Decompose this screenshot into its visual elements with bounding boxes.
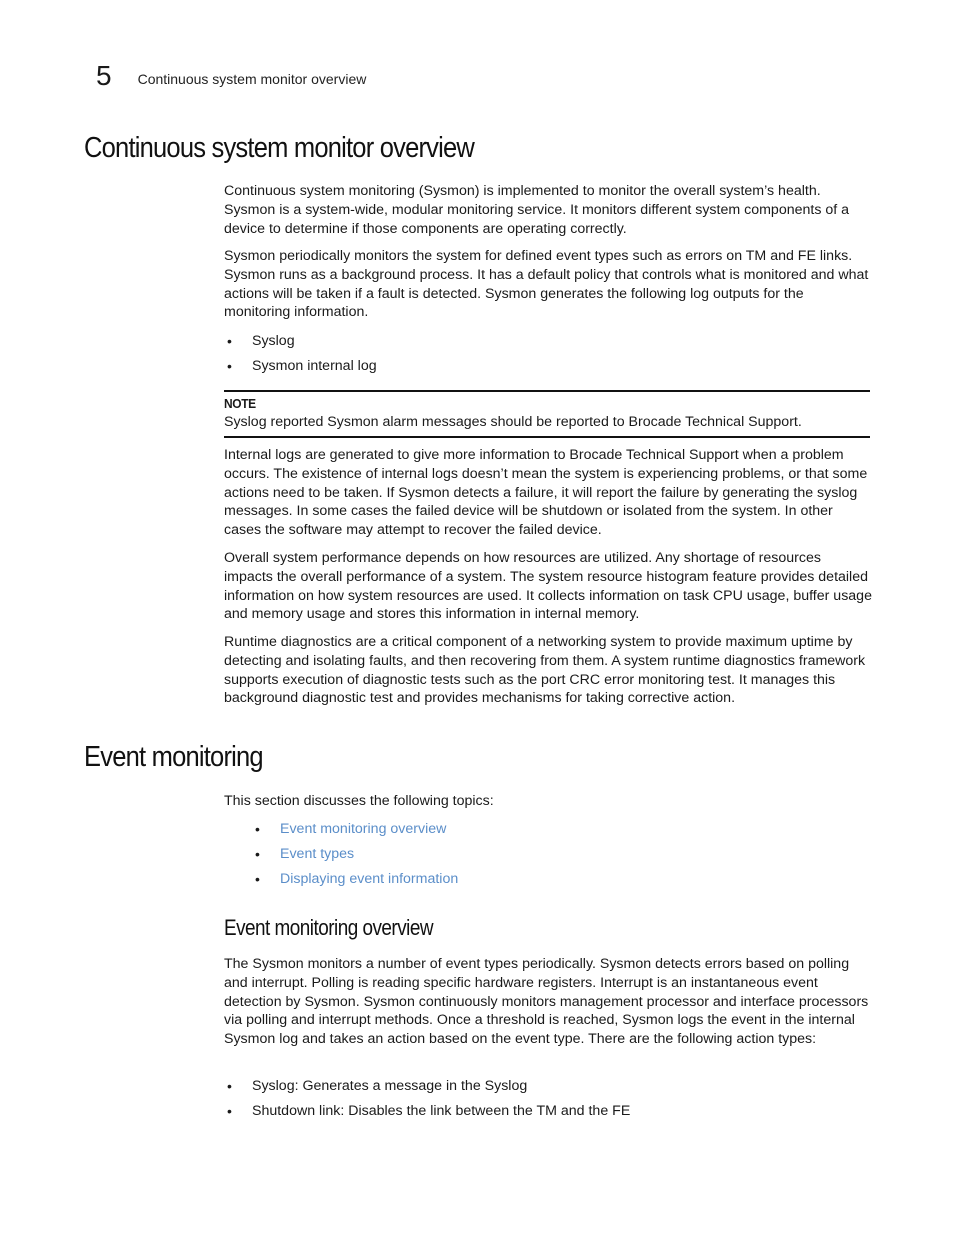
heading-event-monitoring: Event monitoring (84, 741, 263, 773)
event-topics-list-block (224, 820, 872, 895)
bullet-icon: • (255, 846, 260, 862)
sysmon-paragraph-2: Sysmon periodically monitors the system for defined event types such as errors on TM and FE links. Sysmon runs as a background process. It has a default policy that controls what is monitored and what actions will be taken if a fault is detected. Sysmon generates the following log outputs for the monitoring information. (224, 248, 869, 321)
event-intro-block (224, 792, 872, 811)
action-types-list-block (224, 1077, 872, 1127)
chapter-number: 5 (96, 60, 112, 91)
running-title: Continuous system monitor overview (137, 71, 367, 87)
event-overview-paragraph-block (224, 955, 872, 1049)
heading-event-monitoring-overview: Event monitoring overview (224, 915, 433, 940)
bullet-icon: • (227, 1103, 232, 1119)
list-item (224, 870, 872, 895)
note-label: NOTE (224, 396, 256, 411)
sysmon-intro-paragraph-block (224, 182, 872, 238)
list-item-text: Syslog (252, 333, 295, 349)
link-event-monitoring-overview[interactable]: Event monitoring overview (280, 821, 447, 837)
link-event-types[interactable]: Event types (280, 846, 355, 862)
bullet-icon: • (227, 333, 232, 349)
sysmon-paragraph-3: Internal logs are generated to give more information to Brocade Technical Support when a problem occurs. The existence of internal logs doesn’t mean the system is experiencing problems, or that some actions need to be taken. If Sysmon detects a failure, it will report the failure by generating the syslog messages. In some cases the failed device will be shutdown or isolated from the system. In other cases the software may attempt to recover the failed device. (224, 447, 868, 539)
event-overview-paragraph: The Sysmon monitors a number of event types periodically. Sysmon detects errors based on polling and interrupt. Polling is reading specific hardware registers. Interrupt is an instantaneous event detection by Sysmon. Sysmon continuously monitors management processor and interface processors via polling and interrupt methods. Once a threshold is reached, Sysmon logs the event in the internal Sysmon log and takes an action based on the event type. There are the following action types: (224, 956, 869, 1048)
list-item (224, 845, 872, 870)
event-topics-list (224, 820, 872, 895)
sysmon-paragraph-5-block (224, 633, 872, 708)
bullet-icon: • (227, 1078, 232, 1094)
heading-continuous-system-monitor: Continuous system monitor overview (84, 132, 475, 164)
list-item (224, 357, 872, 382)
note-box (224, 390, 870, 438)
sysmon-paragraph-1: Continuous system monitoring (Sysmon) is implemented to monitor the overall system’s health. Sysmon is a system-wide, modular monitoring service. It monitors different system components of a device to determine if those components are operating correctly. (224, 183, 850, 237)
list-item-text: Sysmon internal log (252, 358, 377, 374)
log-outputs-list (224, 332, 872, 382)
sysmon-paragraph-3-block (224, 446, 872, 540)
bullet-icon: • (255, 871, 260, 887)
bullet-icon: • (227, 358, 232, 374)
list-item (224, 332, 872, 357)
log-outputs-list-block (224, 332, 872, 382)
bullet-icon: • (255, 821, 260, 837)
sysmon-paragraph-4-block (224, 549, 872, 624)
list-item (224, 1102, 872, 1127)
note-text: Syslog reported Sysmon alarm messages should be reported to Brocade Technical Support. (224, 414, 802, 430)
sysmon-paragraph-4: Overall system performance depends on how resources are utilized. Any shortage of resources impacts the overall performance of a system. The system resource histogram feature provides detailed information on how system resources are used. It collects information on task CPU usage, buffer usage and memory usage and stores this information in internal memory. (224, 550, 872, 623)
action-types-list (224, 1077, 872, 1127)
list-item-text: Shutdown link: Disables the link between the TM and the FE (252, 1103, 631, 1119)
list-item (224, 1077, 872, 1102)
sysmon-paragraph-2-block (224, 247, 872, 322)
link-displaying-event-information[interactable]: Displaying event information (280, 871, 459, 887)
list-item (224, 820, 872, 845)
list-item-text: Syslog: Generates a message in the Syslog (252, 1078, 528, 1094)
event-intro-paragraph: This section discusses the following topics: (224, 793, 494, 809)
sysmon-paragraph-5: Runtime diagnostics are a critical component of a networking system to provide maximum uptime by detecting and isolating faults, and then recovering from them. A system runtime diagnostics framework supports execution of diagnostic tests such as the port CRC error monitoring test. It manages this background diagnostic test and provides mechanisms for taking corrective action. (224, 634, 866, 707)
running-header (96, 56, 366, 90)
